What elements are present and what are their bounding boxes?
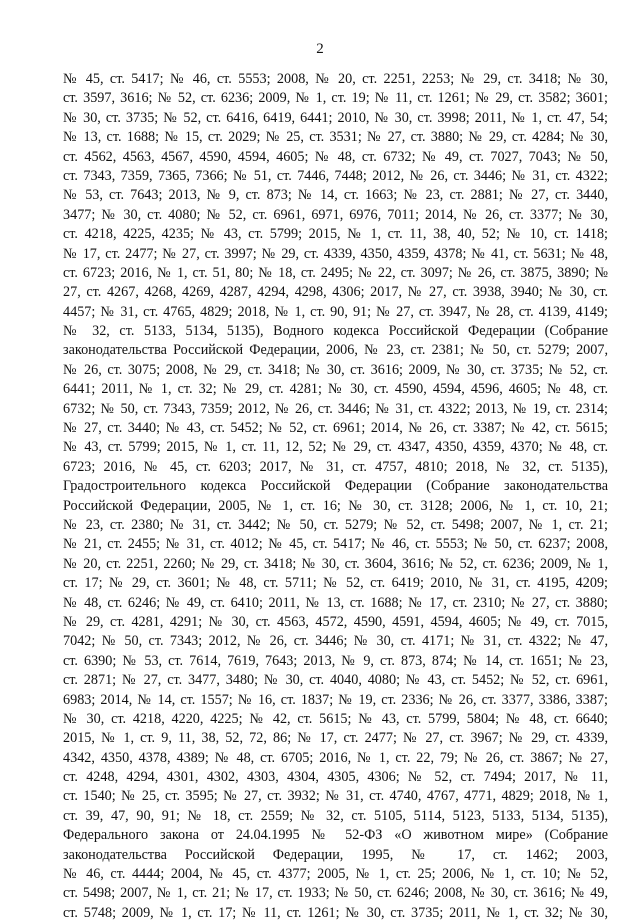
text-line: Федерального закона от 24.04.1995 № 52-ФЗ «О животном мире» (Собрание	[63, 827, 608, 844]
text-line: 7042; № 50, ст. 7343; 2012, № 26, ст. 3446; № 30, ст. 4171; № 31, ст. 4322; № 47,	[63, 633, 608, 650]
text-line: ст. 2871; № 27, ст. 3477, 3480; № 30, ст. 4040, 4080; № 43, ст. 5452; № 52, ст. 6961,	[63, 672, 608, 689]
text-line: № 53, ст. 7643; 2013, № 9, ст. 873; № 14, ст. 1663; № 23, ст. 2881; № 27, ст. 3440,	[63, 187, 608, 204]
text-line: законодательства Российской Федерации, 1995, № 17, ст. 1462; 2003,	[63, 846, 608, 863]
text-line: № 32, ст. 5133, 5134, 5135), Водного кодекса Российской Федерации (Собрание	[63, 323, 608, 340]
text-line: ст. 17; № 29, ст. 3601; № 48, ст. 5711; № 52, ст. 6419; 2010, № 31, ст. 4195, 4209;	[63, 575, 608, 592]
text-line: № 45, ст. 5417; № 46, ст. 5553; 2008, № 20, ст. 2251, 2253; № 29, ст. 3418; № 30,	[63, 71, 608, 87]
text-line: № 17, ст. 2477; № 27, ст. 3997; № 29, ст. 4339, 4350, 4359, 4378; № 41, ст. 5631; № 48,	[63, 245, 608, 262]
text-line: законодательства Российской Федерации, 2006, № 23, ст. 2381; № 50, ст. 5279; 2007,	[63, 342, 608, 359]
text-line: № 46, ст. 4444; 2004, № 45, ст. 4377; 2005, № 1, ст. 25; 2006, № 1, ст. 10; № 52,	[63, 866, 608, 883]
text-line: ст. 5498; 2007, № 1, ст. 21; № 17, ст. 1933; № 50, ст. 6246; 2008, № 30, ст. 3616; № 49,	[63, 885, 608, 902]
text-line: Градостроительного кодекса Российской Федерации (Собрание законодательства	[63, 478, 608, 495]
text-line: № 43, ст. 5799; 2015, № 1, ст. 11, 12, 52; № 29, ст. 4347, 4350, 4359, 4370; № 48, ст.	[63, 439, 608, 456]
text-line: ст. 3597, 3616; № 52, ст. 6236; 2009, № 1, ст. 19; № 11, ст. 1261; № 29, ст. 3582; 3601;	[63, 90, 608, 107]
text-line: ст. 4248, 4294, 4301, 4302, 4303, 4304, 4305, 4306; № 52, ст. 7494; 2017, № 11,	[63, 769, 608, 786]
text-line: Российской Федерации, 2005, № 1, ст. 16; № 30, ст. 3128; 2006, № 1, ст. 10, 21;	[63, 497, 608, 514]
page-number: 2	[316, 41, 324, 57]
text-line: ст. 4218, 4225, 4235; № 43, ст. 5799; 2015, № 1, ст. 11, 38, 40, 52; № 10, ст. 1418;	[63, 226, 608, 243]
text-line: № 13, ст. 1688; № 15, ст. 2029; № 25, ст. 3531; № 27, ст. 3880; № 29, ст. 4284; № 30,	[63, 129, 608, 146]
text-line: № 20, ст. 2251, 2260; № 29, ст. 3418; № 30, ст. 3604, 3616; № 52, ст. 6236; 2009, № 1,	[63, 555, 608, 572]
text-line: 2015, № 1, ст. 9, 11, 38, 52, 72, 86; № 17, ст. 2477; № 27, ст. 3967; № 29, ст. 4339,	[63, 730, 608, 747]
text-line: № 30, ст. 4218, 4220, 4225; № 42, ст. 5615; № 43, ст. 5799, 5804; № 48, ст. 6640;	[63, 710, 608, 727]
text-line: № 21, ст. 2455; № 31, ст. 4012; № 45, ст. 5417; № 46, ст. 5553; № 50, ст. 6237; 2008,	[63, 536, 608, 553]
text-line: № 30, ст. 3735; № 52, ст. 6416, 6419, 6441; 2010, № 30, ст. 3998; 2011, № 1, ст. 47, 54;	[63, 109, 608, 126]
text-line: № 27, ст. 3440; № 43, ст. 5452; № 52, ст. 6961; 2014, № 26, ст. 3387; № 42, ст. 5615;	[63, 420, 608, 437]
text-line: ст. 6390; № 53, ст. 7614, 7619, 7643; 2013, № 9, ст. 873, 874; № 14, ст. 1651; № 23,	[63, 652, 608, 669]
text-line: 27, ст. 4267, 4268, 4269, 4287, 4294, 4298, 4306; 2017, № 27, ст. 3938, 3940; № 30, ст.	[63, 284, 608, 301]
text-line: ст. 39, 47, 90, 91; № 18, ст. 2559; № 32, ст. 5105, 5114, 5123, 5133, 5134, 5135),	[63, 807, 608, 824]
text-line: № 23, ст. 2380; № 31, ст. 3442; № 50, ст. 5279; № 52, ст. 5498; 2007, № 1, ст. 21;	[63, 516, 608, 533]
text-line: ст. 5748; 2009, № 1, ст. 17; № 11, ст. 1261; № 30, ст. 3735; 2011, № 1, ст. 32; № 30,	[63, 904, 608, 921]
text-line: ст. 4562, 4563, 4567, 4590, 4594, 4605; № 48, ст. 6732; № 49, ст. 7027, 7043; № 50,	[63, 148, 608, 165]
text-line: 6723; 2016, № 45, ст. 6203; 2017, № 31, ст. 4757, 4810; 2018, № 32, ст. 5135),	[63, 458, 608, 475]
text-line: № 48, ст. 6246; № 49, ст. 6410; 2011, № 13, ст. 1688; № 17, ст. 2310; № 27, ст. 3880;	[63, 594, 608, 611]
text-line: 4457; № 31, ст. 4765, 4829; 2018, № 1, ст. 90, 91; № 27, ст. 3947, № 28, ст. 4139, 4149;	[63, 303, 608, 320]
text-line: 4342, 4350, 4378, 4389; № 48, ст. 6705; 2016, № 1, ст. 22, 79; № 26, ст. 3867; № 27,	[63, 749, 608, 766]
text-line: ст. 1540; № 25, ст. 3595; № 27, ст. 3932; № 31, ст. 4740, 4767, 4771, 4829; 2018, № 1,	[63, 788, 608, 805]
text-line: № 26, ст. 3075; 2008, № 29, ст. 3418; № 30, ст. 3616; 2009, № 30, ст. 3735; № 52, ст.	[63, 361, 608, 378]
text-line: 6732; № 50, ст. 7343, 7359; 2012, № 26, ст. 3446; № 31, ст. 4322; 2013, № 19, ст. 2314;	[63, 400, 608, 417]
text-line: 3477; № 30, ст. 4080; № 52, ст. 6961, 6971, 6976, 7011; 2014, № 26, ст. 3377; № 30,	[63, 206, 608, 223]
text-line: 6983; 2014, № 14, ст. 1557; № 16, ст. 1837; № 19, ст. 2336; № 26, ст. 3377, 3386, 3387;	[63, 691, 608, 708]
text-line: ст. 7343, 7359, 7365, 7366; № 51, ст. 7446, 7448; 2012, № 26, ст. 3446; № 31, ст. 4322;	[63, 167, 608, 184]
text-line: ст. 6723; 2016, № 1, ст. 51, 80; № 18, ст. 2495; № 22, ст. 3097; № 26, ст. 3875, 3890; №	[63, 264, 608, 281]
text-line: № 29, ст. 4281, 4291; № 30, ст. 4563, 4572, 4590, 4591, 4594, 4605; № 49, ст. 7015,	[63, 613, 608, 630]
body-text	[63, 70, 608, 923]
text-line: 6441; 2011, № 1, ст. 32; № 29, ст. 4281; № 30, ст. 4590, 4594, 4596, 4605; № 48, ст.	[63, 381, 608, 398]
